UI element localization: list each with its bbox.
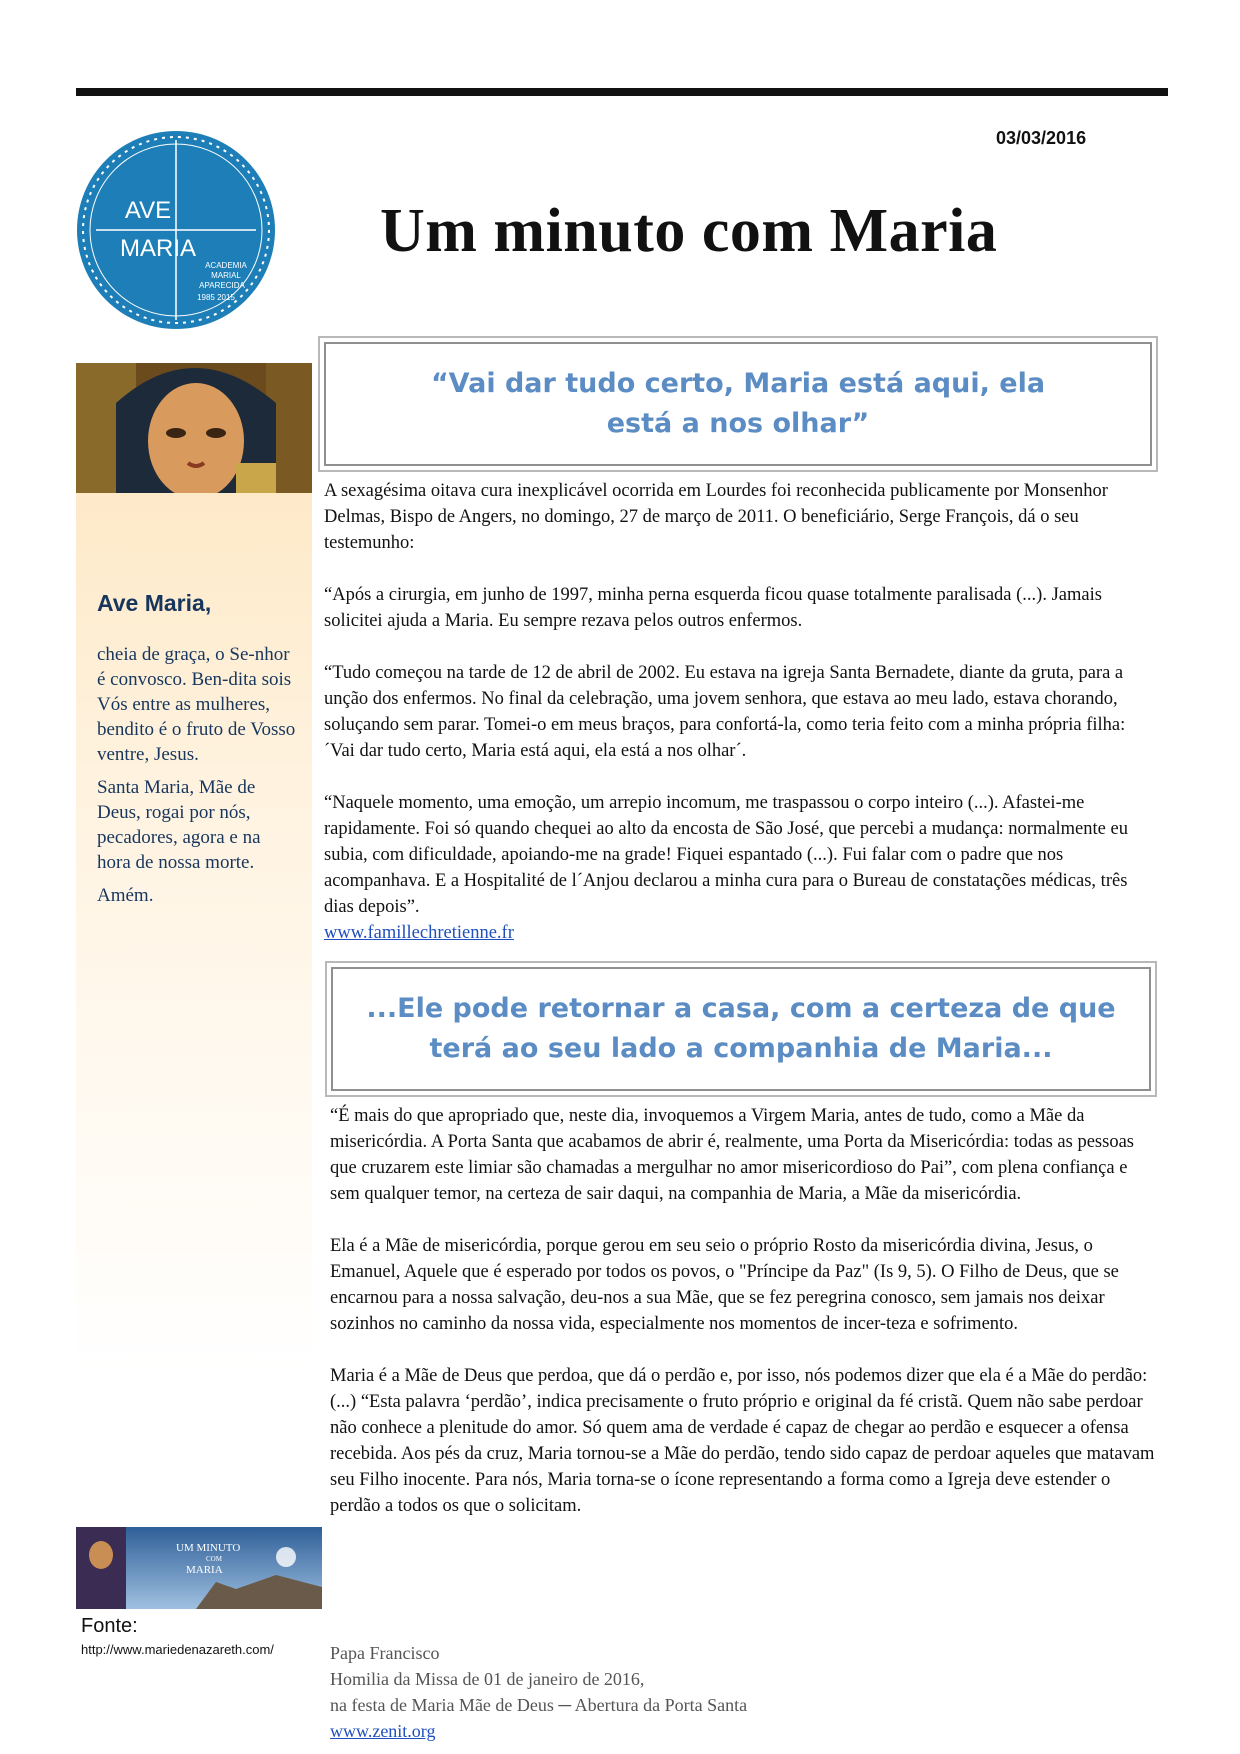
article-paragraph: Maria é a Mãe de Deus que perdoa, que dá o perdão e, por isso, nós podemos dizer que ela é a Mãe do perdão: (...) “Esta palavra ‘perdão’, indica precisamente o fruto próprio e original da fé cristã. Quem não sabe perdoar não conhece a plenitude do amor. Só quem ama de verdade é capaz de chegar ao perdão e esquecer a ofensa recebida. Aos pés da cruz, Maria tornou-se a Mãe do perdão, tendo sido capaz de perdoar aqueles que matavam seu Filho inocente. Para nós, Maria torna-se o ícone representando a forma como a Igreja deve estender o perdão a todos os que o solicitam. (330, 1366, 1155, 1516)
ave-maria-logo (76, 118, 276, 342)
signature-line: Homilia da Missa de 01 de janeiro de 2016, (330, 1669, 645, 1689)
sidebar (76, 363, 312, 1553)
source-url: http://www.mariedenazareth.com/ (81, 1642, 274, 1657)
um-minuto-banner-image (76, 1527, 322, 1609)
issue-date: 03/03/2016 (996, 128, 1087, 148)
quote-1: “Vai dar tudo certo, Maria está aqui, ela está a nos olhar” (430, 368, 1046, 439)
source-link-1[interactable]: www.famillechretienne.fr (324, 923, 514, 943)
article-paragraph: “Após a cirurgia, em junho de 1997, minha perna esquerda ficou quase totalmente paralisada (...). Jamais solicitei ajuda a Maria. Eu sempre rezava pelos outros enfermos. (324, 585, 1102, 631)
top-rule (76, 88, 1168, 96)
logo-years: 1985 2015 (197, 293, 235, 302)
logo-ring-2: MARIAL (211, 271, 241, 280)
signature-author: Papa Francisco (330, 1643, 440, 1663)
article-2 (330, 1103, 1160, 1545)
article-1 (324, 478, 1150, 946)
article-paragraph: Ela é a Mãe de misericórdia, porque gerou em seu seio o próprio Rosto da misericórdia divina, Jesus, o Emanuel, Aquele que é esperado por todos os povos, o "Príncipe da Paz" (Is 9, 5). O Filho de Deus, que se encarnou para a nossa salvação, deu-nos a sua Mãe, que se fez peregrina conosco, sem jamais nos deixar sozinhos no caminho da nossa vida, especialmente nos momentos de incer-teza e sofrimento. (330, 1236, 1119, 1334)
article-paragraph: “É mais do que apropriado que, neste dia, invoquemos a Virgem Maria, antes de tudo, como a Mãe da misericórdia. A Porta Santa que acabamos de abrir é, realmente, uma Porta da Misericórdia: todas as pessoas que cruzarem este limiar são chamadas a mergulhar no amor misericordioso do Pai”, com plena confiança e sem qualquer temor, na certeza de sair daqui, na companhia de Maria, a Mãe da misericórdia. (330, 1106, 1134, 1204)
signature-line: na festa de Maria Mãe de Deus ─ Abertura da Porta Santa (330, 1695, 748, 1715)
banner-text-1: UM MINUTO (176, 1542, 241, 1554)
prayer-text (97, 642, 297, 916)
article-paragraph: “Tudo começou na tarde de 12 de abril de 2002. Eu estava na igreja Santa Bernadete, diante da gruta, para a unção dos enfermos. No final da celebração, uma jovem senhora, que estava ao meu lado, estava chorando, soluçando sem parar. Tomei-o em meus braços, para confortá-la, como teria feito com a minha própria filha: ´Vai dar tudo certo, Maria está aqui, ela está a nos olhar´. (324, 663, 1126, 761)
source-label: Fonte: (81, 1615, 138, 1637)
article-paragraph: A sexagésima oitava cura inexplicável ocorrida em Lourdes foi reconhecida publicamente por Monsenhor Delmas, Bispo de Angers, no domingo, 27 de março de 2011. O beneficiário, Serge François, dá o seu testemunho: (324, 481, 1108, 553)
prayer-title: Ave Maria, (97, 590, 212, 616)
logo-ring-1: ACADEMIA (205, 261, 247, 270)
prayer-paragraph: Amém. (97, 885, 154, 906)
signature (330, 1640, 747, 1744)
banner-text-3: MARIA (186, 1564, 223, 1576)
logo-ring-3: APARECIDA (199, 281, 245, 290)
mary-portrait-image (76, 363, 312, 493)
logo-maria: MARIA (119, 235, 197, 262)
logo-ave: AVE (124, 197, 172, 224)
source-link-2[interactable]: www.zenit.org (330, 1721, 436, 1741)
article-paragraph: “Naquele momento, uma emoção, um arrepio incomum, me traspassou o corpo inteiro (...). Afastei-me rapidamente. Foi só quando chequei ao alto da encosta de São José, que percebi a mudança: normalmente eu subia, com dificuldade, apoiando-me na grade! Fiquei espantado (...). Fui falar com o padre que nos acompanhava. E a Hospitalité de l´Anjou declarou a minha cura para o Bureau de constatações médicas, três dias depois”. (324, 793, 1128, 917)
prayer-paragraph: cheia de graça, o Se-nhor é convosco. Ben-dita sois Vós entre as mulheres, bendito é o fruto de Vosso ventre, Jesus. (97, 644, 296, 765)
banner-text-2: COM (206, 1555, 222, 1563)
quote-box-2 (331, 967, 1151, 1091)
prayer-paragraph: Santa Maria, Mãe de Deus, rogai por nós, pecadores, agora e na hora de nossa morte. (97, 777, 261, 873)
quote-box-1 (324, 342, 1152, 466)
page-title: Um minuto com Maria (380, 197, 998, 265)
quote-2: ...Ele pode retornar a casa, com a certeza de que terá ao seu lado a companhia de Maria... (366, 993, 1116, 1064)
